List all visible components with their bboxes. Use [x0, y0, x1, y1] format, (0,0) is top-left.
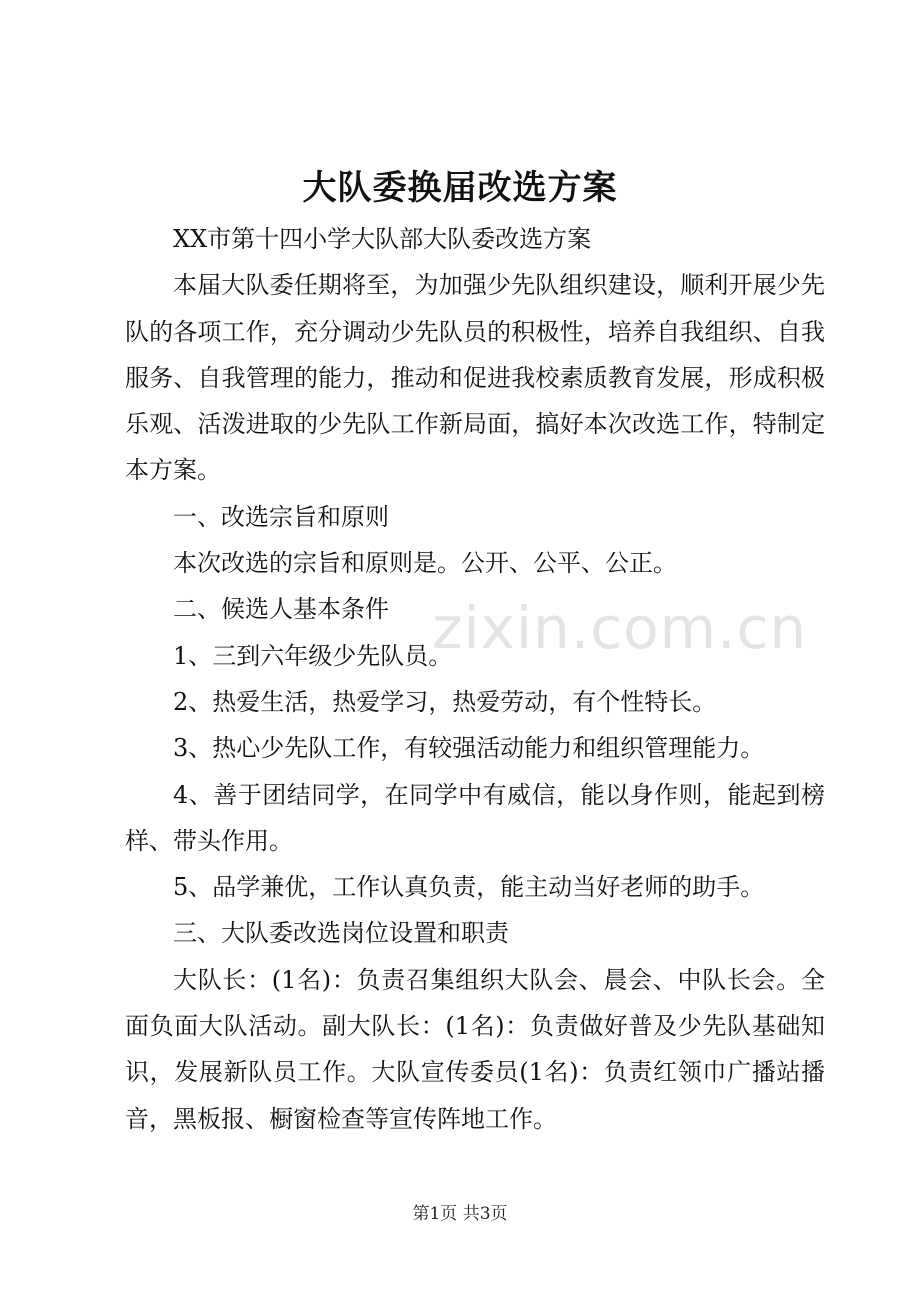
condition-item-3: 3、热心少先队工作，有较强活动能力和组织管理能力。	[173, 734, 765, 763]
condition-item-4: 4、善于团结同学，在同学中有威信，能以身作则，能起到榜样、带头作用。	[125, 780, 825, 855]
page-footer: 第1页 共3页	[412, 1204, 508, 1224]
paragraph-purpose: 本次改选的宗旨和原则是。公开、公平、公正。	[173, 549, 677, 578]
paragraph-positions: 大队长：(1名)：负责召集组织大队会、晨会、中队长会。全面负面大队活动。副大队长：(1名)：负责做好普及少先队基础知识，发展新队员工作。大队宣传委员(1名)：负责红领巾广播站播音，黑板报、橱窗检查等宣传阵地工作。	[125, 965, 825, 1133]
condition-item-1: 1、三到六年级少先队员。	[173, 641, 453, 670]
paragraph-school-plan-name: XX市第十四小学大队部大队委改选方案	[173, 225, 592, 253]
section-heading-conditions: 二、候选人基本条件	[173, 595, 389, 624]
section-heading-positions: 三、大队委改选岗位设置和职责	[173, 919, 509, 948]
document-body	[125, 216, 825, 1142]
condition-item-5: 5、品学兼优，工作认真负责，能主动当好老师的助手。	[173, 873, 765, 902]
section-heading-purpose: 一、改选宗旨和原则	[173, 502, 389, 531]
paragraph-intro: 本届大队委任期将至，为加强少先队组织建设，顺利开展少先队的各项工作，充分调动少先队员的积极性，培养自我组织、自我服务、自我管理的能力，推动和促进我校素质教育发展，形成积极乐观、活泼进取的少先队工作新局面，搞好本次改选工作，特制定本方案。	[125, 271, 825, 485]
document-title: 大队委换届改选方案	[302, 168, 618, 208]
condition-item-2: 2、热爱生活，热爱学习，热爱劳动，有个性特长。	[173, 687, 717, 716]
watermark: zixin.com.cn	[432, 594, 808, 662]
